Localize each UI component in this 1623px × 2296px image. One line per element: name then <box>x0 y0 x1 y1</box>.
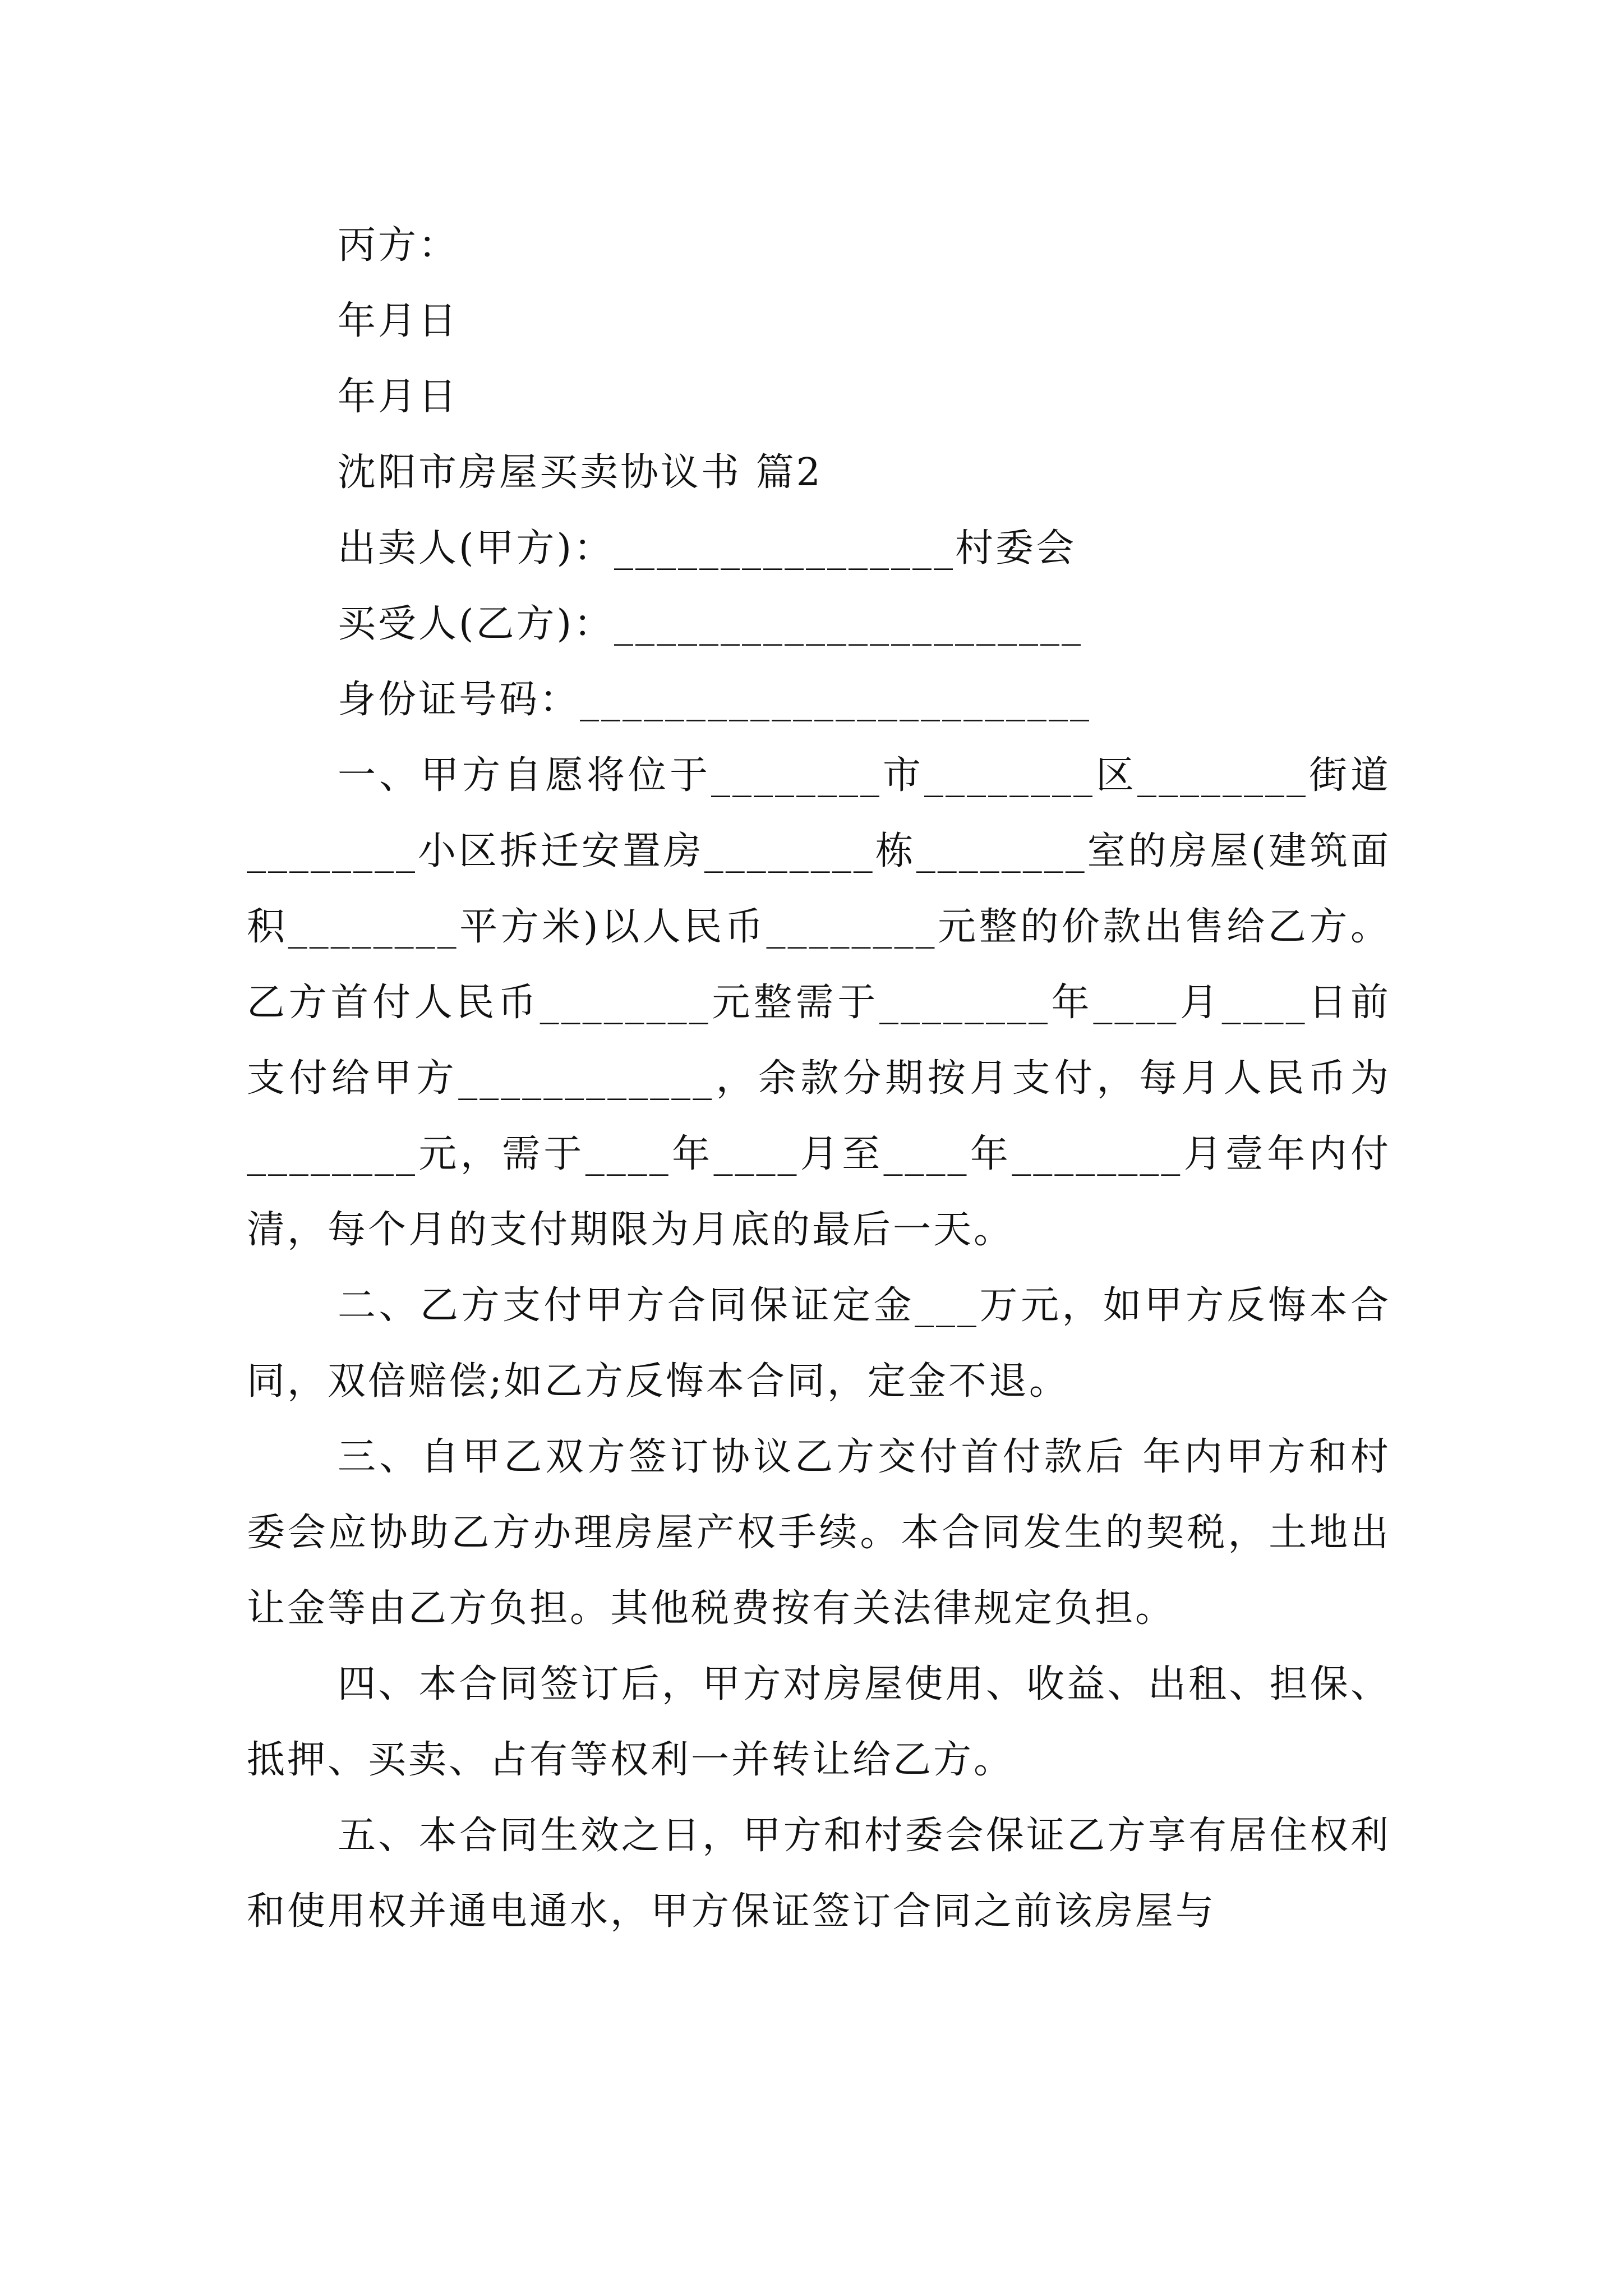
id-number-line: 身份证号码：________________________ <box>338 678 1092 722</box>
date-line-1: 年月日 <box>338 299 459 343</box>
clause-5: 五、本合同生效之日，甲方和村委会保证乙方享有居住权利和使用权并通电通水，甲方保证签订合同之前该房屋与 <box>247 1814 1391 1934</box>
buyer-line: 买受人(乙方)：______________________ <box>338 602 1083 646</box>
clause-3: 三、自甲乙双方签订协议乙方交付首付款后 年内甲方和村委会应协助乙方办理房屋产权手续。本合同发生的契税，土地出让金等由乙方负担。其他税费按有关法律规定负担。 <box>247 1435 1391 1631</box>
date-line-2: 年月日 <box>338 375 459 419</box>
seller-line: 出卖人(甲方)：________________村委会 <box>338 526 1077 570</box>
clause-2: 二、乙方支付甲方合同保证定金___万元，如甲方反悔本合同，双倍赔偿;如乙方反悔本合同，定金不退。 <box>247 1283 1391 1404</box>
clause-1: 一、甲方自愿将位于________市________区________街道________小区拆迁安置房________栋________室的房屋(建筑面积________平方米)以人民币________元整的价款出售给乙方。乙方首付人民币________元整需于________年____月____日前支付给甲方____________，余款分期按月支付，每月人民币为________元，需于____年____月至____年________月壹年内付清，每个月的支付期限为月底的最后一天。 <box>247 753 1391 1252</box>
clause-4: 四、本合同签订后，甲方对房屋使用、收益、出租、担保、抵押、买卖、占有等权利一并转让给乙方。 <box>247 1662 1391 1782</box>
section-title: 沈阳市房屋买卖协议书 篇2 <box>338 450 823 495</box>
party-c-line: 丙方： <box>338 223 459 268</box>
document-body <box>247 208 1391 1949</box>
